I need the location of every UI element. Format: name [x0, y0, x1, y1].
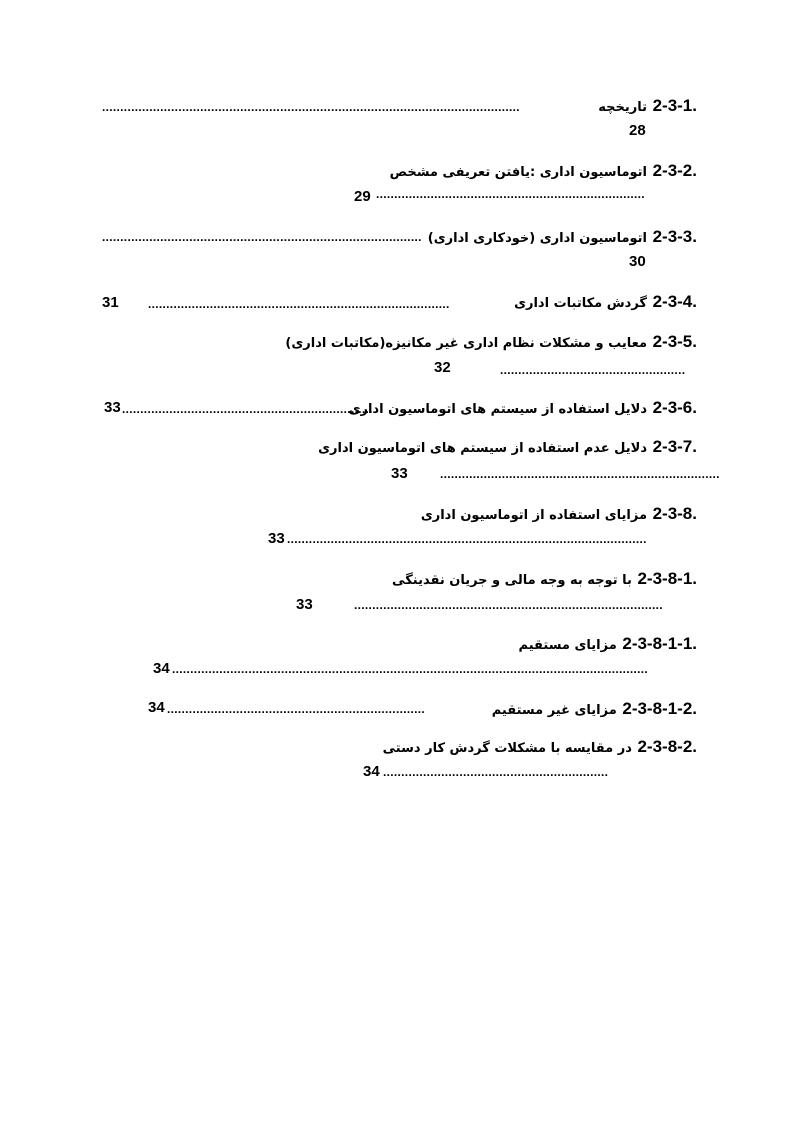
section-number: 2-3-8. [652, 504, 697, 523]
section-number: 2-3-8-1-1. [622, 634, 697, 653]
toc-entry-heading [285, 333, 697, 350]
page-number: 34 [148, 699, 165, 716]
dot-leader: ................................................... [500, 363, 686, 377]
page-number: 34 [363, 763, 380, 780]
section-number: 2-3-2. [652, 161, 697, 180]
dot-leader: ..................................................................... [122, 402, 373, 416]
toc-entry-heading [598, 97, 697, 114]
page-number: 34 [153, 660, 170, 677]
toc-entry-heading [428, 228, 697, 245]
page-number: 32 [434, 359, 451, 376]
page-number: 28 [629, 122, 646, 139]
section-title: تاریخچه [598, 100, 647, 115]
toc-entry-heading [519, 635, 697, 652]
section-number: 2-3-8-1-2. [622, 699, 697, 718]
toc-entry-heading [390, 162, 697, 179]
toc-entry-heading [392, 570, 697, 587]
section-number: 2-3-1. [652, 96, 697, 115]
dot-leader: ........................................................................................ [102, 230, 422, 244]
dot-leader: ................................................................................................................... [102, 100, 520, 114]
dot-leader: .............................................................. [383, 765, 609, 779]
section-number: 2-3-8-1. [637, 569, 697, 588]
dot-leader: ..................................................................................... [354, 598, 663, 612]
section-title: در مقایسه با مشکلات گردش کار دستی [382, 741, 632, 756]
section-number: 2-3-7. [652, 437, 697, 456]
section-title: معایب و مشکلات نظام اداری غیر مکانیزه(مکاتبات اداری) [285, 336, 647, 351]
toc-entry-heading [514, 293, 697, 310]
toc-entry-heading [383, 738, 697, 755]
section-title: با توجه به وجه مالی و جریان نقدینگی [392, 573, 632, 588]
section-number: 2-3-6. [652, 398, 697, 417]
dot-leader: ................................................................................................... [287, 532, 647, 546]
section-title: گردش مکاتبات اداری [514, 296, 647, 311]
section-title: دلایل عدم استفاده از سیستم های اتوماسیون اداری [318, 441, 647, 456]
dot-leader: ................................................................................... [148, 297, 450, 311]
page-number: 33 [104, 399, 121, 416]
section-title: دلایل استفاده از سیستم های اتوماسیون اداری [348, 402, 647, 417]
dot-leader: ................................................................................................................................... [172, 662, 649, 676]
toc-entry-heading [318, 438, 697, 455]
dot-leader: .......................................................................... [376, 187, 645, 201]
section-number: 2-3-4. [652, 292, 697, 311]
section-title: مزایای مستقیم [518, 638, 617, 653]
dot-leader: ....................................................................... [167, 702, 426, 716]
dot-leader: ............................................................................. [440, 467, 720, 481]
section-number: 2-3-5. [652, 332, 697, 351]
page-number: 31 [102, 294, 119, 311]
page-number: 33 [268, 530, 285, 547]
toc-entry-heading [349, 399, 697, 416]
toc-entry-heading [421, 505, 697, 522]
section-title: اتوماسیون اداری (خودکاری اداری) [427, 231, 647, 246]
page-number: 33 [391, 465, 408, 482]
page-number: 33 [296, 596, 313, 613]
section-title: مزایای غیر مستقیم [491, 703, 617, 718]
section-number: 2-3-8-2. [637, 737, 697, 756]
section-title: اتوماسیون اداری :یافتن تعریفی مشخص [389, 165, 647, 180]
toc-entry-heading [492, 700, 697, 717]
section-title: مزایای استفاده از اتوماسیون اداری [420, 508, 647, 523]
page-number: 30 [629, 253, 646, 270]
section-number: 2-3-3. [652, 227, 697, 246]
page-number: 29 [354, 188, 371, 205]
